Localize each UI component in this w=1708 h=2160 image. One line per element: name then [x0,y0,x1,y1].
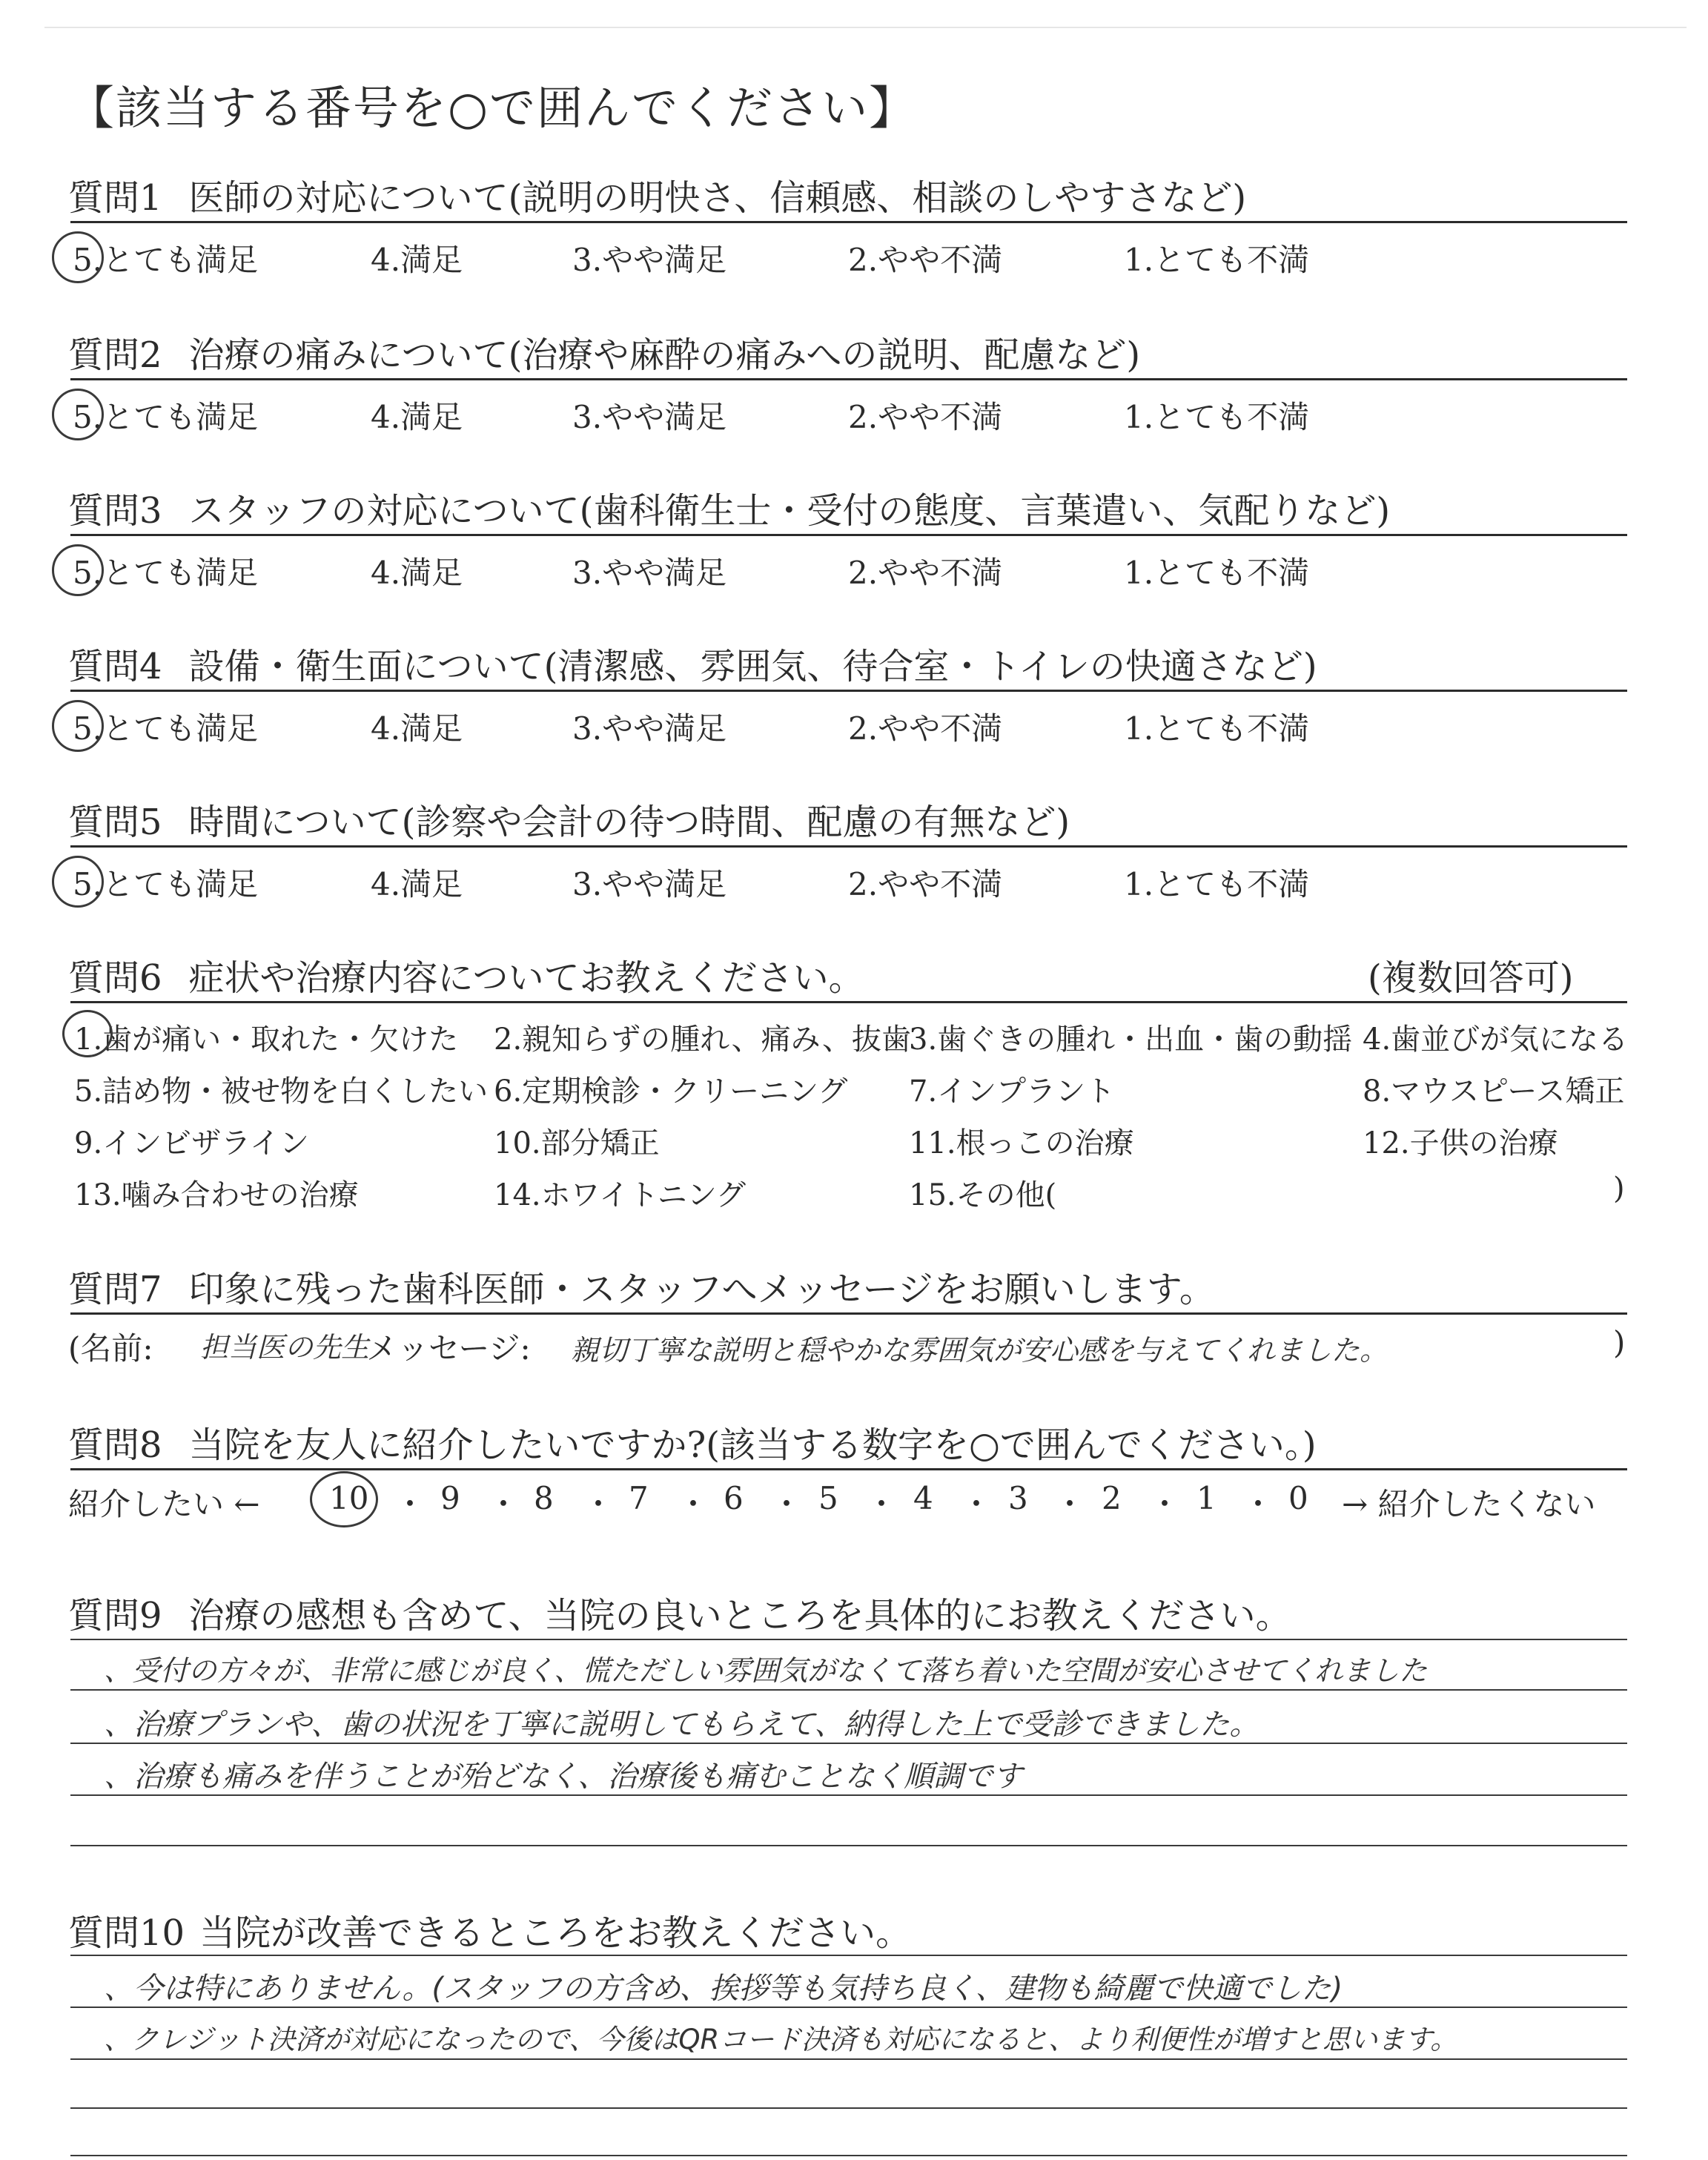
q6-option-11[interactable]: 11.根っこの治療 [909,1126,1134,1160]
q5-option-2[interactable]: 2.やや不満 [848,866,1003,902]
q3-selection-circle [52,544,104,596]
q8-right-label: → 紹介したくない [1342,1486,1596,1522]
page-title: 【該当する番号を○で囲んでください】 [68,81,917,135]
q6-option-6[interactable]: 6.定期検診・クリーニング [494,1074,848,1109]
q6-option-2[interactable]: 2.親知らずの腫れ、痛み、抜歯 [494,1023,911,1057]
q1-option-3[interactable]: 3.やや満足 [572,242,727,278]
q6-selection-circle [62,1010,113,1057]
q8-value-0[interactable]: 0 [1288,1480,1308,1516]
q9-answer-1[interactable]: 、受付の方々が、非常に感じが良く、慌ただしい雰囲気がなくて落ち着いた空間が安心させてくれました [104,1654,1428,1687]
q8-value-1[interactable]: 1 [1196,1480,1217,1516]
question-5-number: 質問5 [68,802,162,843]
q7-message-value[interactable]: 親切丁寧な説明と穏やかな雰囲気が安心感を与えてくれました。 [571,1334,1388,1367]
q3-option-2[interactable]: 2.やや不満 [848,555,1003,591]
question-2-rule [70,378,1627,380]
q10-line [70,2007,1627,2008]
question-4-number: 質問4 [68,646,162,687]
question-6-rule [70,1001,1627,1003]
q5-option-4[interactable]: 4.満足 [371,866,463,902]
q8-dot: ・ [771,1486,803,1522]
q4-option-2[interactable]: 2.やや不満 [848,710,1003,747]
question-3-options [0,549,1708,593]
q8-dot: ・ [961,1486,993,1522]
top-divider [44,27,1687,28]
q5-selection-circle [52,856,104,908]
q7-name-label: (名前: [68,1330,153,1367]
question-2-number: 質問2 [68,334,162,376]
q9-line [70,1845,1627,1846]
q1-option-2[interactable]: 2.やや不満 [848,242,1003,278]
question-3-rule [70,534,1627,536]
q4-option-3[interactable]: 3.やや満足 [572,710,727,747]
question-6-heading [68,949,864,1000]
q4-option-5[interactable]: 5.とても満足 [73,710,259,747]
q10-answer-1[interactable]: 、今は特にありません。(スタッフの方含め、挨拶等も気持ち良く、建物も綺麗で快適でした) [104,1972,1343,2006]
question-10-number: 質問10 [68,1912,185,1954]
q6-option-10[interactable]: 10.部分矯正 [494,1126,660,1160]
q6-option-5[interactable]: 5.詰め物・被せ物を白くしたい [74,1074,489,1109]
q8-left-label: 紹介したい ← [68,1486,260,1522]
q4-selection-circle [52,700,104,752]
q8-value-9[interactable]: 9 [440,1480,460,1516]
q3-option-3[interactable]: 3.やや満足 [572,555,727,591]
q5-option-5[interactable]: 5.とても満足 [73,866,259,902]
question-9-text: 治療の感想も含めて、当院の良いところを具体的にお教えください。 [188,1595,1291,1636]
q6-other-close-paren: ) [1613,1172,1625,1206]
question-7-rule [70,1312,1627,1315]
question-1-options [0,236,1708,280]
q8-value-5[interactable]: 5 [818,1480,838,1516]
question-5-rule [70,845,1627,848]
question-8-number: 質問8 [68,1424,162,1466]
question-5-options [0,860,1708,905]
q3-option-1[interactable]: 1.とても不満 [1124,555,1310,591]
question-4-heading [68,638,1317,689]
q7-name-value[interactable]: 担当医の先生 [200,1331,370,1364]
q8-value-3[interactable]: 3 [1008,1480,1028,1516]
question-1-number: 質問1 [68,177,162,219]
q9-line [70,1689,1627,1691]
q8-dot: ・ [678,1486,709,1522]
q8-dot: ・ [488,1486,520,1522]
q8-value-4[interactable]: 4 [913,1480,933,1516]
question-3-text: スタッフの対応について(歯科衛生士・受付の態度、言葉遣い、気配りなど) [188,490,1391,532]
q4-option-4[interactable]: 4.満足 [371,710,463,747]
q2-option-4[interactable]: 4.満足 [371,399,463,435]
q6-option-4[interactable]: 4.歯並びが気になる [1363,1023,1629,1057]
question-2-options [0,393,1708,437]
q8-dot: ・ [394,1486,426,1522]
question-2-heading [68,326,1140,377]
q10-line [70,2058,1627,2060]
q8-value-6[interactable]: 6 [724,1480,744,1516]
q3-option-5[interactable]: 5.とても満足 [73,555,259,591]
q2-option-2[interactable]: 2.やや不満 [848,399,1003,435]
q6-option-1[interactable]: 1.歯が痛い・取れた・欠けた [74,1023,459,1057]
question-7-number: 質問7 [68,1269,162,1310]
question-2-text: 治療の痛みについて(治療や麻酔の痛みへの説明、配慮など) [188,334,1141,376]
q8-dot: ・ [1149,1486,1181,1522]
q10-answer-2[interactable]: 、クレジット決済が対応になったので、今後はQRコード決済も対応になると、より利便性が増すと思います。 [104,2024,1458,2055]
q6-option-9[interactable]: 9.インビザライン [74,1126,309,1160]
question-9-number: 質問9 [68,1595,162,1636]
question-10-heading [68,1904,911,1955]
question-6-note: (複数回答可) [1368,957,1574,999]
q2-option-5[interactable]: 5.とても満足 [73,399,259,435]
q9-answer-2[interactable]: 、治療プランや、歯の状況を丁寧に説明してもらえて、納得した上で受診できました。 [104,1708,1260,1742]
q10-line [70,1955,1627,1956]
question-1-rule [70,221,1627,223]
q1-option-5[interactable]: 5.とても満足 [73,242,259,278]
question-4-text: 設備・衛生面について(清潔感、雰囲気、待合室・トイレの快適さなど) [188,646,1317,687]
q7-close-paren: ) [1613,1324,1626,1361]
q8-dot: ・ [1242,1486,1274,1522]
q4-option-1[interactable]: 1.とても不満 [1124,710,1310,747]
q6-option-12[interactable]: 12.子供の治療 [1363,1126,1558,1160]
q8-dot: ・ [1054,1486,1086,1522]
q10-line [70,2155,1627,2156]
question-10-text: 当院が改善できるところをお教えください。 [199,1912,912,1954]
question-7-heading [68,1261,1215,1312]
q8-selection-circle [310,1471,378,1527]
q9-line [70,1743,1627,1744]
question-5-text: 時間について(診察や会計の待つ時間、配慮の有無など) [188,802,1070,843]
question-6-text: 症状や治療内容についてお教えください。 [188,957,864,999]
q1-option-1[interactable]: 1.とても不満 [1124,242,1310,278]
q8-value-2[interactable]: 2 [1102,1480,1122,1516]
question-8-text: 当院を友人に紹介したいですか?(該当する数字を○で囲んでください。) [188,1424,1317,1466]
q6-option-7[interactable]: 7.インプラント [909,1074,1116,1109]
question-5-heading [68,793,1070,845]
question-3-number: 質問3 [68,490,162,532]
q5-option-1[interactable]: 1.とても不満 [1124,866,1310,902]
question-4-rule [70,690,1627,692]
q6-option-14[interactable]: 14.ホワイトニング [494,1178,747,1212]
q9-line [70,1794,1627,1796]
q2-option-1[interactable]: 1.とても不満 [1124,399,1310,435]
q6-option-8[interactable]: 8.マウスピース矯正 [1363,1074,1625,1109]
q8-dot: ・ [866,1486,898,1522]
q10-line [70,2107,1627,2109]
q1-option-4[interactable]: 4.満足 [371,242,463,278]
q5-option-3[interactable]: 3.やや満足 [572,866,727,902]
q6-option-15[interactable]: 15.その他( [909,1178,1057,1212]
q1-selection-circle [52,231,104,283]
q6-option-13[interactable]: 13.噛み合わせの治療 [74,1178,359,1212]
q6-option-3[interactable]: 3.歯ぐきの腫れ・出血・歯の動揺 [909,1023,1353,1057]
q8-value-8[interactable]: 8 [534,1480,554,1516]
question-1-text: 医師の対応について(説明の明快さ、信頼感、相談のしやすさなど) [188,177,1247,219]
question-6-number: 質問6 [68,957,162,999]
q2-selection-circle [52,389,104,440]
q9-line [70,1639,1627,1640]
q8-scale [0,1480,1708,1525]
q8-value-10[interactable]: 10 [329,1480,369,1516]
question-7-text: 印象に残った歯科医師・スタッフへメッセージをお願いします。 [188,1269,1215,1310]
question-3-heading [68,482,1390,533]
q7-message-label: メッセージ: [366,1330,531,1367]
q3-option-4[interactable]: 4.満足 [371,555,463,591]
q8-value-7[interactable]: 7 [629,1480,649,1516]
question-8-heading [68,1416,1317,1467]
question-8-rule [70,1468,1627,1470]
q9-answer-3[interactable]: 、治療も痛みを伴うことが殆どなく、治療後も痛むことなく順調です [104,1760,1023,1794]
question-9-heading [68,1587,1291,1638]
q2-option-3[interactable]: 3.やや満足 [572,399,727,435]
question-1-heading [68,169,1246,220]
question-4-options [0,704,1708,749]
q8-dot: ・ [583,1486,615,1522]
